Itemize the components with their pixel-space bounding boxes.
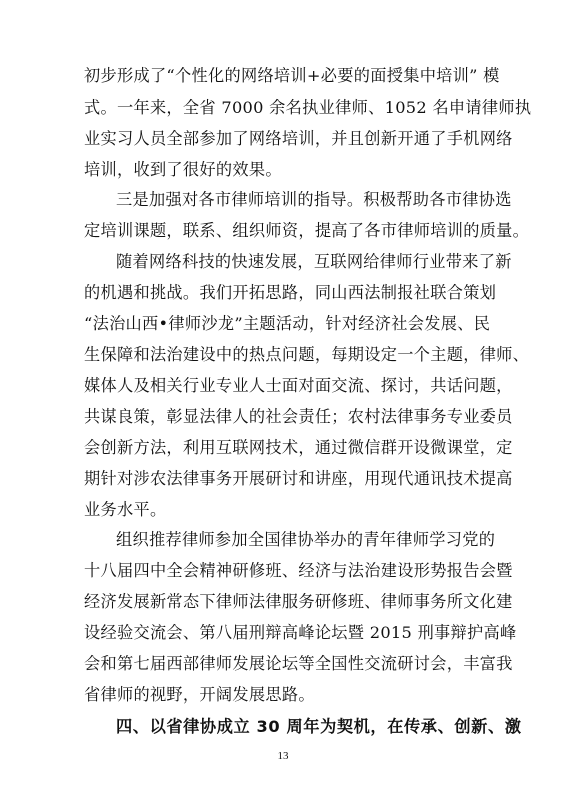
- body-text-line: 初步形成了“个性化的网络培训+必要的面授集中培训” 模: [84, 66, 500, 85]
- body-text-line: “法治山西•律师沙龙”主题活动，针对经济社会发展、民: [84, 314, 491, 333]
- body-text-line: 定培训课题，联系、组织师资，提高了各市律师培训的质量。: [84, 221, 530, 240]
- body-text-line: 的机遇和挑战。我们开拓思路，同山西法制报社联合策划: [84, 283, 497, 302]
- body-text-line: 培训，收到了很好的效果。: [84, 160, 282, 179]
- body-text-line: 生保障和法治建设中的热点问题，每期设定一个主题，律师、: [84, 345, 530, 364]
- body-text-line: 十八届四中全会精神研修班、经济与法治建设形势报告会暨: [84, 561, 513, 580]
- body-text-line: 媒体人及相关行业专业人士面对面交流、探讨，共话问题，: [84, 376, 513, 395]
- body-text-line: 业务水平。: [84, 500, 167, 519]
- body-text-line: 省律师的视野，开阔发展思路。: [84, 685, 315, 704]
- page-number: 13: [277, 750, 289, 762]
- body-text-line: 经济发展新常态下律师法律服务研修班、律师事务所文化建: [84, 592, 513, 611]
- body-text-line: 业实习人员全部参加了网络培训，并且创新开通了手机网络: [84, 129, 513, 148]
- body-text-line: 会创新方法，利用互联网技术，通过微信群开设微课堂，定: [84, 438, 513, 457]
- body-text-line: 三是加强对各市律师培训的指导。积极帮助各市律协选: [116, 190, 512, 209]
- body-text-line: 式。一年来，全省 7000 余名执业律师、1052 名申请律师执: [84, 98, 532, 117]
- body-text-line: 组织推荐律师参加全国律协举办的青年律师学习党的: [116, 530, 496, 549]
- body-text-line: 期针对涉农法律事务开展研讨和讲座，用现代通讯技术提高: [84, 469, 513, 488]
- body-text-line: 共谋良策，彰显法律人的社会责任；农村法律事务专业委员: [84, 407, 513, 426]
- body-text-line: 设经验交流会、第八届刑辩高峰论坛暨 2015 刑事辩护高峰: [84, 623, 517, 642]
- body-text-line: 随着网络科技的快速发展，互联网给律师行业带来了新: [116, 252, 512, 271]
- section-heading: 四、以省律协成立 30 周年为契机，在传承、创新、激: [116, 717, 522, 736]
- body-text-line: 会和第七届西部律师发展论坛等全国性交流研讨会，丰富我: [84, 654, 513, 673]
